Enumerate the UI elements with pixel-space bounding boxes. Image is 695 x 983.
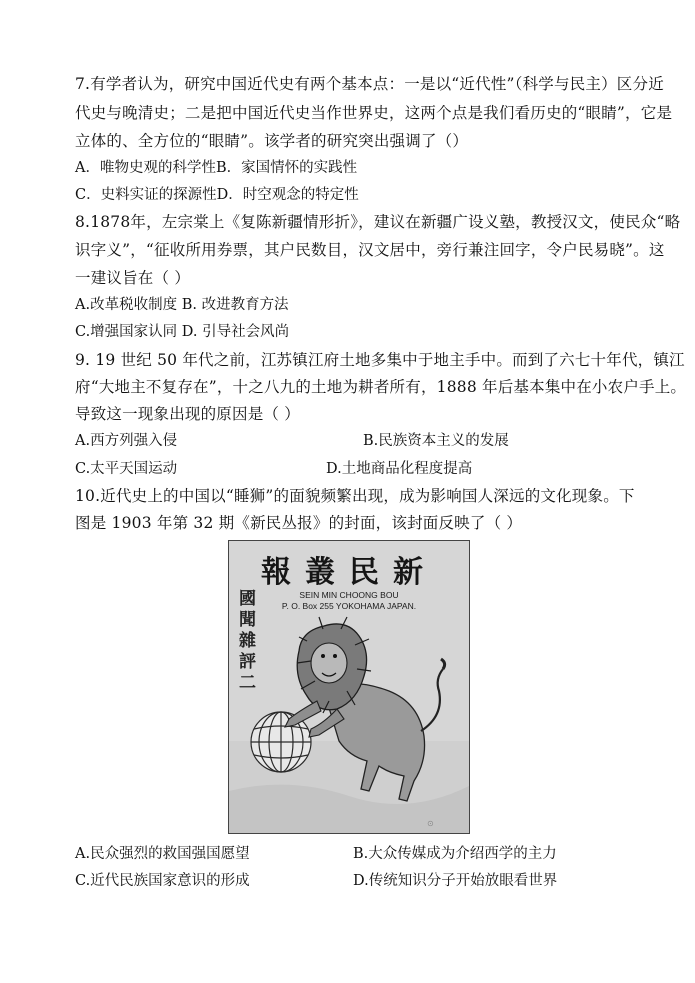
q8-options-ab: A.改革税收制度 B. 改进教育方法 bbox=[75, 297, 289, 313]
q10-stem-line2: 图是 1903 年第 32 期《新民丛报》的封面，该封面反映了（ ） bbox=[75, 514, 523, 532]
q7-options-ab: A．唯物史观的科学性B．家国情怀的实践性 bbox=[75, 160, 358, 176]
q8-stem-line3: 一建议旨在（ ） bbox=[75, 269, 191, 287]
q9-option-d: D.土地商品化程度提高 bbox=[326, 461, 473, 477]
cover-side-column bbox=[239, 589, 259, 694]
cover-side-char: 聞 bbox=[239, 610, 256, 630]
cover-side-char: 國 bbox=[239, 589, 256, 609]
cover-title: 報叢民新 bbox=[261, 555, 437, 590]
q9-stem-line1: 9. 19 世纪 50 年代之前，江苏镇江府土地多集中于地主手中。而到了六七十年代，镇江 bbox=[75, 351, 685, 369]
q7-stem-line3: 立体的、全方位的“眼睛”。该学者的研究突出强调了（） bbox=[75, 132, 469, 150]
cover-side-char: 二 bbox=[239, 673, 256, 693]
cover-address: P. O. Box 255 YOKOHAMA JAPAN. bbox=[281, 601, 417, 611]
q7-stem-line2: 代史与晚清史；二是把中国近代史当作世界史，这两个点是我们看历史的“眼睛”，它是 bbox=[75, 104, 673, 122]
q8-stem-line1: 8.1878年，左宗棠上《复陈新疆情形折》，建议在新疆广设义塾，教授汉文，使民众“略 bbox=[75, 213, 681, 231]
q7-stem-line1: 7.有学者认为，研究中国近代史有两个基本点：一是以“近代性”（科学与民主）区分近 bbox=[75, 75, 664, 93]
cover-romanized-title: SEIN MIN CHOONG BOU bbox=[299, 590, 399, 600]
svg-text:⊙: ⊙ bbox=[427, 819, 434, 828]
q9-option-a: A.西方列强入侵 bbox=[75, 433, 178, 449]
q9-option-c: C.太平天国运动 bbox=[75, 461, 178, 477]
q9-option-b: B.民族资本主义的发展 bbox=[363, 433, 509, 449]
q10-option-d: D.传统知识分子开始放眼看世界 bbox=[353, 873, 558, 889]
q10-option-c: C.近代民族国家意识的形成 bbox=[75, 873, 250, 889]
q10-option-a: A.民众强烈的救国强国愿望 bbox=[75, 846, 250, 862]
magazine-cover-image bbox=[228, 540, 470, 834]
q10-option-b: B.大众传媒成为介绍西学的主力 bbox=[353, 846, 557, 862]
cover-side-char: 雜 bbox=[239, 631, 256, 651]
q9-stem-line3: 导致这一现象出现的原因是（ ） bbox=[75, 405, 300, 423]
cover-side-char: 評 bbox=[239, 652, 256, 672]
q8-stem-line2: 识字义”，“征收所用券票，其户民数目，汉文居中，旁行兼注回字，令户民易晓”。这 bbox=[75, 241, 665, 259]
q10-stem-line1: 10.近代史上的中国以“睡狮”的面貌频繁出现，成为影响国人深远的文化现象。下 bbox=[75, 487, 635, 505]
q8-options-cd: C.增强国家认同 D. 引导社会风尚 bbox=[75, 324, 290, 340]
q9-stem-line2: 府“大地主不复存在”，十之八九的土地为耕者所有，1888 年后基本集中在小农户手上。 bbox=[75, 378, 687, 396]
q7-options-cd: C．史料实证的探源性D．时空观念的特定性 bbox=[75, 187, 359, 203]
